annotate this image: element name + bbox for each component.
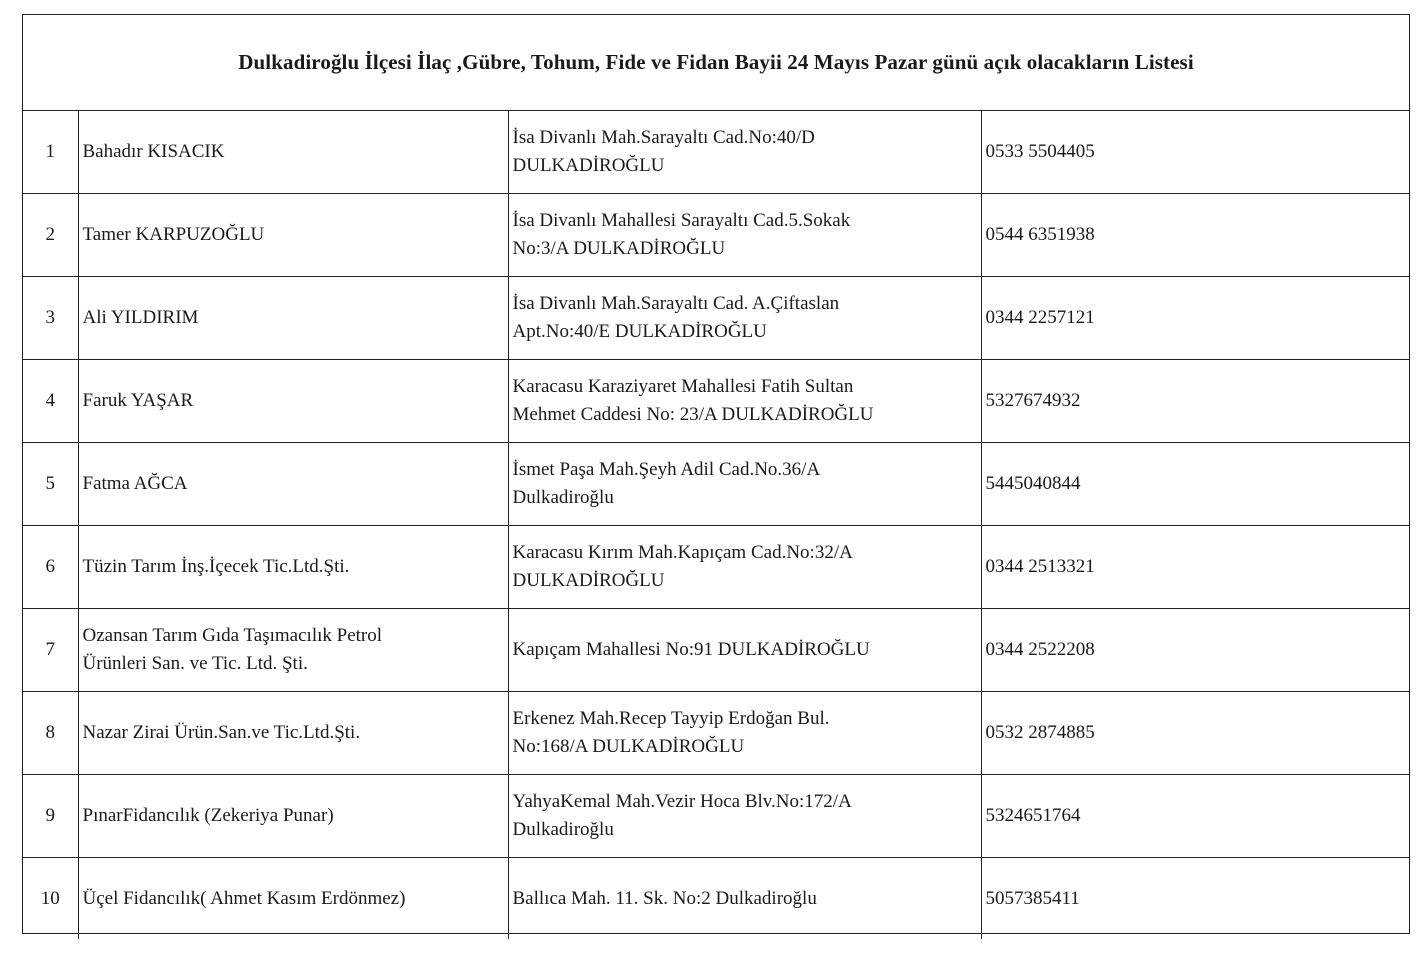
- dealer-phone-cell: [981, 775, 1409, 858]
- dealer-phone: 0344 2513321: [985, 556, 1095, 577]
- row-number: 9: [45, 805, 55, 826]
- row-number-cell: [23, 609, 78, 692]
- dealer-phone: 0532 2874885: [985, 722, 1095, 743]
- dealer-address-cell: [508, 277, 981, 360]
- row-number: 7: [45, 639, 55, 660]
- table-row: [23, 443, 1409, 526]
- row-number-cell: [23, 277, 78, 360]
- dealer-address-cell: [508, 526, 981, 609]
- dealer-table-body: [23, 111, 1409, 939]
- row-number-cell: [23, 194, 78, 277]
- dealer-address-cell: [508, 194, 981, 277]
- dealer-phone-cell: [981, 526, 1409, 609]
- row-number-cell: [23, 692, 78, 775]
- row-number-cell: [23, 858, 78, 940]
- dealer-name-cell: [78, 526, 508, 609]
- row-number: 3: [45, 307, 55, 328]
- dealer-address: Kapıçam Mahallesi No:91 DULKADİROĞLU: [512, 639, 870, 660]
- dealer-name-cell: [78, 111, 508, 194]
- dealer-address-cell: [508, 111, 981, 194]
- dealer-name: PınarFidancılık (Zekeriya Punar): [82, 805, 334, 826]
- row-number: 5: [45, 473, 55, 494]
- dealer-phone: 0533 5504405: [985, 141, 1095, 162]
- dealer-address: Erkenez Mah.Recep Tayyip Erdoğan Bul. No:168/A DULKADİROĞLU: [512, 708, 830, 757]
- dealer-name-cell: [78, 775, 508, 858]
- table-row: [23, 277, 1409, 360]
- row-number: 1: [45, 141, 55, 162]
- document-sheet: [22, 14, 1410, 934]
- dealer-name: Tamer KARPUZOĞLU: [82, 224, 265, 245]
- dealer-name: Üçel Fidancılık( Ahmet Kasım Erdönmez): [82, 887, 406, 909]
- row-number-cell: [23, 526, 78, 609]
- dealer-name: Fatma AĞCA: [82, 473, 188, 494]
- dealer-address-cell: [508, 443, 981, 526]
- dealer-address: Karacasu Karaziyaret Mahallesi Fatih Sultan Mehmet Caddesi No: 23/A DULKADİROĞLU: [512, 376, 874, 425]
- dealer-phone: 5057385411: [985, 887, 1080, 909]
- dealer-name: Tüzin Tarım İnş.İçecek Tic.Ltd.Şti.: [82, 556, 350, 577]
- dealer-phone-cell: [981, 360, 1409, 443]
- dealer-name: Nazar Zirai Ürün.San.ve Tic.Ltd.Şti.: [82, 722, 361, 743]
- row-number: 2: [45, 224, 55, 245]
- dealer-name-cell: [78, 858, 508, 940]
- dealer-name-cell: [78, 443, 508, 526]
- dealer-address: İsmet Paşa Mah.Şeyh Adil Cad.No.36/A Dulkadiroğlu: [512, 459, 821, 508]
- dealer-phone-cell: [981, 194, 1409, 277]
- dealer-phone: 5324651764: [985, 805, 1081, 826]
- dealer-address-cell: [508, 858, 981, 940]
- dealer-name-cell: [78, 360, 508, 443]
- dealer-phone-cell: [981, 277, 1409, 360]
- dealer-phone: 5327674932: [985, 390, 1081, 411]
- row-number-cell: [23, 443, 78, 526]
- table-row: [23, 111, 1409, 194]
- dealer-address-cell: [508, 609, 981, 692]
- table-row: [23, 194, 1409, 277]
- table-row: [23, 526, 1409, 609]
- dealer-name: Ozansan Tarım Gıda Taşımacılık Petrol Ürünleri San. ve Tic. Ltd. Şti.: [82, 625, 383, 674]
- dealer-phone: 0344 2257121: [985, 307, 1095, 328]
- dealer-phone-cell: [981, 609, 1409, 692]
- row-number: 8: [45, 722, 55, 743]
- dealer-phone: 0344 2522208: [985, 639, 1095, 660]
- table-row: [23, 692, 1409, 775]
- dealer-name-cell: [78, 692, 508, 775]
- dealer-address-cell: [508, 775, 981, 858]
- dealer-name-cell: [78, 277, 508, 360]
- row-number: 4: [45, 390, 55, 411]
- row-number: 10: [40, 887, 60, 909]
- dealer-address: İsa Divanlı Mahallesi Sarayaltı Cad.5.Sokak No:3/A DULKADİROĞLU: [512, 210, 851, 259]
- dealer-name: Bahadır KISACIK: [82, 141, 225, 162]
- dealer-address-cell: [508, 692, 981, 775]
- dealer-address-cell: [508, 360, 981, 443]
- document-title: Dulkadiroğlu İlçesi İlaç ,Gübre, Tohum, Fide ve Fidan Bayii 24 Mayıs Pazar günü açık olacakların Listesi: [23, 15, 1409, 111]
- dealer-address: İsa Divanlı Mah.Sarayaltı Cad. A.Çiftaslan Apt.No:40/E DULKADİROĞLU: [512, 293, 840, 342]
- table-row: [23, 775, 1409, 858]
- table-row: [23, 609, 1409, 692]
- dealer-address: Karacasu Kırım Mah.Kapıçam Cad.No:32/A DULKADİROĞLU: [512, 542, 853, 591]
- dealer-address: YahyaKemal Mah.Vezir Hoca Blv.No:172/A Dulkadiroğlu: [512, 791, 852, 840]
- dealer-name-cell: [78, 609, 508, 692]
- dealer-name: Faruk YAŞAR: [82, 390, 194, 411]
- dealer-phone-cell: [981, 111, 1409, 194]
- dealer-phone: 5445040844: [985, 473, 1081, 494]
- dealer-phone-cell: [981, 692, 1409, 775]
- dealer-name-cell: [78, 194, 508, 277]
- dealer-address: Ballıca Mah. 11. Sk. No:2 Dulkadiroğlu: [512, 887, 817, 909]
- row-number-cell: [23, 360, 78, 443]
- dealer-name: Ali YILDIRIM: [82, 307, 199, 328]
- dealer-phone: 0544 6351938: [985, 224, 1095, 245]
- dealer-phone-cell: [981, 443, 1409, 526]
- row-number: 6: [45, 556, 55, 577]
- table-row: [23, 360, 1409, 443]
- dealer-address: İsa Divanlı Mah.Sarayaltı Cad.No:40/D DULKADİROĞLU: [512, 127, 815, 176]
- row-number-cell: [23, 775, 78, 858]
- dealer-table: [23, 111, 1409, 939]
- dealer-phone-cell: [981, 858, 1409, 940]
- table-row: [23, 858, 1409, 940]
- row-number-cell: [23, 111, 78, 194]
